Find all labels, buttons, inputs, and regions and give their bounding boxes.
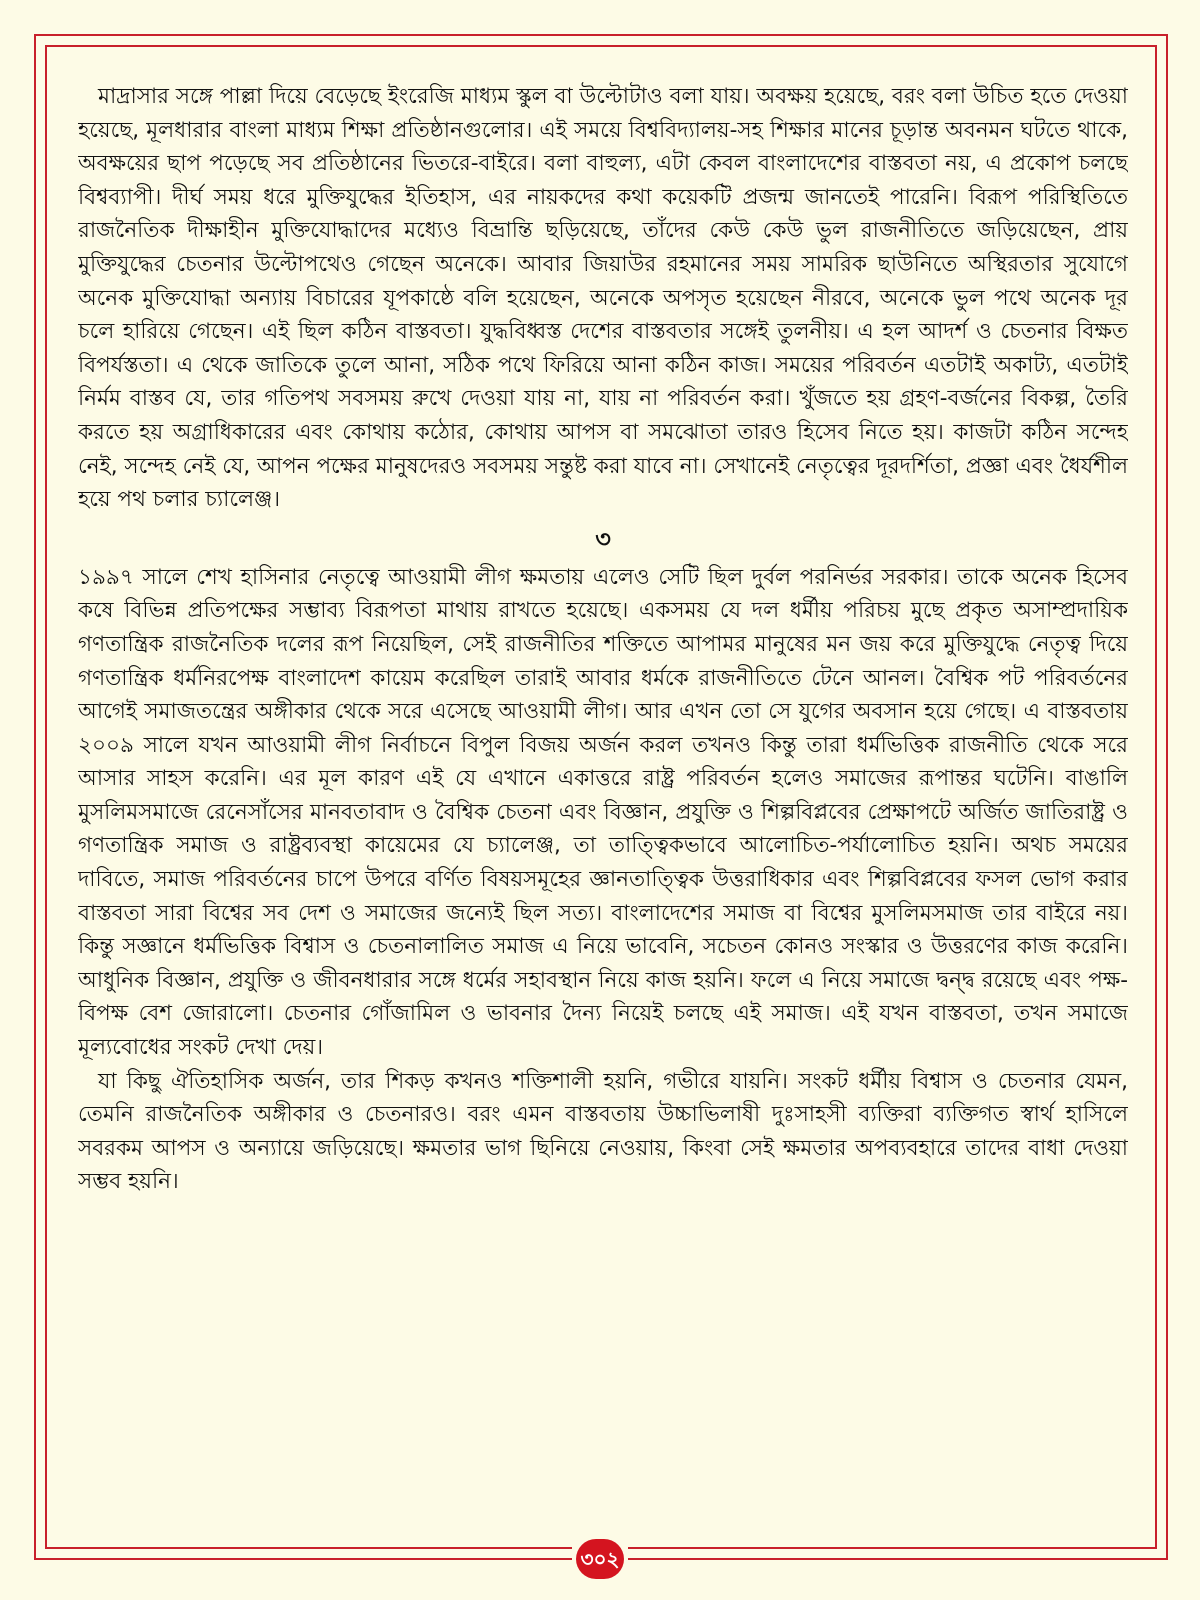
body-paragraph: যা কিছু ঐতিহাসিক অর্জন, তার শিকড় কখনও শক্তিশালী হয়নি, গভীরে যায়নি। সংকট ধর্মীয় বিশ্বাস ও চেতনার যেমন, তেমনি রাজনৈতিক অঙ্গীকার ও চেতনারও। বরং এমন বাস্তবতায় উচ্চাভিলাষী দুঃসাহসী ব্যক্তিরা ব্যক্তিগত স্বার্থ হাসিলে সবরকম আপস ও অন্যায়ে জড়িয়েছে। ক্ষমতার ভাগ ছিনিয়ে নেওয়ায়, কিংবা সেই ক্ষমতার অপব্যবহারে তাদের বাধা দেওয়া সম্ভব হয়নি। bbox=[78, 1068, 1128, 1195]
body-paragraph: মাদ্রাসার সঙ্গে পাল্লা দিয়ে বেড়েছে ইংরেজি মাধ্যম স্কুল বা উল্টোটাও বলা যায়। অবক্ষয় হয়েছে, বরং বলা উচিত হতে দেওয়া হয়েছে, মূলধারার বাংলা মাধ্যম শিক্ষা প্রতিষ্ঠানগুলোর। এই সময়ে বিশ্ববিদ্যালয়-সহ শিক্ষার মানের চূড়ান্ত অবনমন ঘটতে থাকে, অবক্ষয়ের ছাপ পড়েছে সব প্রতিষ্ঠানের ভিতরে-বাইরে। বলা বাহুল্য, এটা কেবল বাংলাদেশের বাস্তবতা নয়, এ প্রকোপ চলছে বিশ্বব্যাপী। দীর্ঘ সময় ধরে মুক্তিযুদ্ধের ইতিহাস, এর নায়কদের কথা কয়েকটি প্রজন্ম জানতেই পারেনি। বিরূপ পরিস্থিতিতে রাজনৈতিক দীক্ষাহীন মুক্তিযোদ্ধাদের মধ্যেও বিভ্রান্তি ছড়িয়েছে, তাঁদের কেউ কেউ ভুল রাজনীতিতে জড়িয়েছেন, প্রায় মুক্তিযুদ্ধের চেতনার উল্টোপথেও গেছেন অনেকে। আবার জিয়াউর রহমানের সময় সামরিক ছাউনিতে অস্থিরতার সুযোগে অনেক মুক্তিযোদ্ধা অন্যায় বিচারের যূপকাষ্ঠে বলি হয়েছেন, অনেকে অপসৃত হয়েছেন নীরবে, অনেকে ভুল পথে অনেক দূর চলে হারিয়ে গেছেন। এই ছিল কঠিন বাস্তবতা। যুদ্ধবিধ্বস্ত দেশের বাস্তবতার সঙ্গেই তুলনীয়। এ হল আদর্শ ও চেতনার বিক্ষত বিপর্যস্ততা। এ থেকে জাতিকে তুলে আনা, সঠিক পথে ফিরিয়ে আনা কঠিন কাজ। সময়ের পরিবর্তন এতটাই অকাট্য, এতটাই নির্মম বাস্তব যে, তার গতিপথ সবসময় রুখে দেওয়া যায় না, যায় না পরিবর্তন করা। খুঁজতে হয় গ্রহণ-বর্জনের বিকল্প, তৈরি করতে হয় অগ্রাধিকারের এবং কোথায় কঠোর, কোথায় আপস বা সমঝোতা তারও হিসেব নিতে হয়। কাজটা কঠিন সন্দেহ নেই, সন্দেহ নেই যে, আপন পক্ষের মানুষদেরও সবসময় সন্তুষ্ট করা যাবে না। সেখানেই নেতৃত্বের দূরদর্শিতা, প্রজ্ঞা এবং ধৈর্যশীল হয়ে পথ চলার চ্যালেঞ্জ। bbox=[78, 84, 1128, 513]
page-footer bbox=[0, 1537, 1200, 1583]
page-body bbox=[78, 80, 1128, 1505]
section-number: ৩ bbox=[595, 524, 611, 553]
page-number-badge: ৩০২ bbox=[576, 1539, 624, 1579]
body-paragraph: ১৯৯৭ সালে শেখ হাসিনার নেতৃত্বে আওয়ামী লীগ ক্ষমতায় এলেও সেটি ছিল দুর্বল পরনির্ভর সরকার। তাকে অনেক হিসেব কষে বিভিন্ন প্রতিপক্ষের সম্ভাব্য বিরূপতা মাথায় রাখতে হয়েছে। একসময় যে দল ধর্মীয় পরিচয় মুছে প্রকৃত অসাম্প্রদায়িক গণতান্ত্রিক রাজনৈতিক দলের রূপ নিয়েছিল, সেই রাজনীতির শক্তিতে আপামর মানুষের মন জয় করে মুক্তিযুদ্ধে নেতৃত্ব দিয়ে গণতান্ত্রিক ধর্মনিরপেক্ষ বাংলাদেশ কায়েম করেছিল তারাই আবার ধর্মকে রাজনীতিতে টেনে আনল। বৈশ্বিক পট পরিবর্তনের আগেই সমাজতন্ত্রের অঙ্গীকার থেকে সরে এসেছে আওয়ামী লীগ। আর এখন তো সে যুগের অবসান হয়ে গেছে। এ বাস্তবতায় ২০০৯ সালে যখন আওয়ামী লীগ নির্বাচনে বিপুল বিজয় অর্জন করল তখনও কিন্তু তারা ধর্মভিত্তিক রাজনীতি থেকে সরে আসার সাহস করেনি। এর মূল কারণ এই যে এখানে একাত্তরে রাষ্ট্র পরিবর্তন হলেও সমাজের রূপান্তর ঘটেনি। বাঙালি মুসলিমসমাজে রেনেসাঁসের মানবতাবাদ ও বৈশ্বিক চেতনা এবং বিজ্ঞান, প্রযুক্তি ও শিল্পবিপ্লবের প্রেক্ষাপটে অর্জিত জাতিরাষ্ট্র ও গণতান্ত্রিক সমাজ ও রাষ্ট্রব্যবস্থা কায়েমের যে চ্যালেঞ্জ, তা তাত্ত্বিকভাবে আলোচিত-পর্যালোচিত হয়নি। অথচ সময়ের দাবিতে, সমাজ পরিবর্তনের চাপে উপরে বর্ণিত বিষয়সমূহের জ্ঞানতাত্ত্বিক উত্তরাধিকার এবং শিল্পবিপ্লবের ফসল ভোগ করার বাস্তবতা সারা বিশ্বের সব দেশ ও সমাজের জন্যেই ছিল সত্য। বাংলাদেশের সমাজ বা বিশ্বের মুসলিমসমাজ তার বাইরে নয়। কিন্তু সজ্ঞানে ধর্মভিত্তিক বিশ্বাস ও চেতনালালিত সমাজ এ নিয়ে ভাবেনি, সচেতন কোনও সংস্কার ও উত্তরণের কাজ করেনি। আধুনিক বিজ্ঞান, প্রযুক্তি ও জীবনধারার সঙ্গে ধর্মের সহাবস্থান নিয়ে কাজ হয়নি। ফলে এ নিয়ে সমাজে দ্বন্দ্ব রয়েছে এবং পক্ষ-বিপক্ষ বেশ জোরালো। চেতনার গোঁজামিল ও ভাবনার দৈন্য নিয়েই চলছে এই সমাজ। এই যখন বাস্তবতা, তখন সমাজে মূল্যবোধের সংকট দেখা দেয়। bbox=[78, 564, 1128, 1061]
